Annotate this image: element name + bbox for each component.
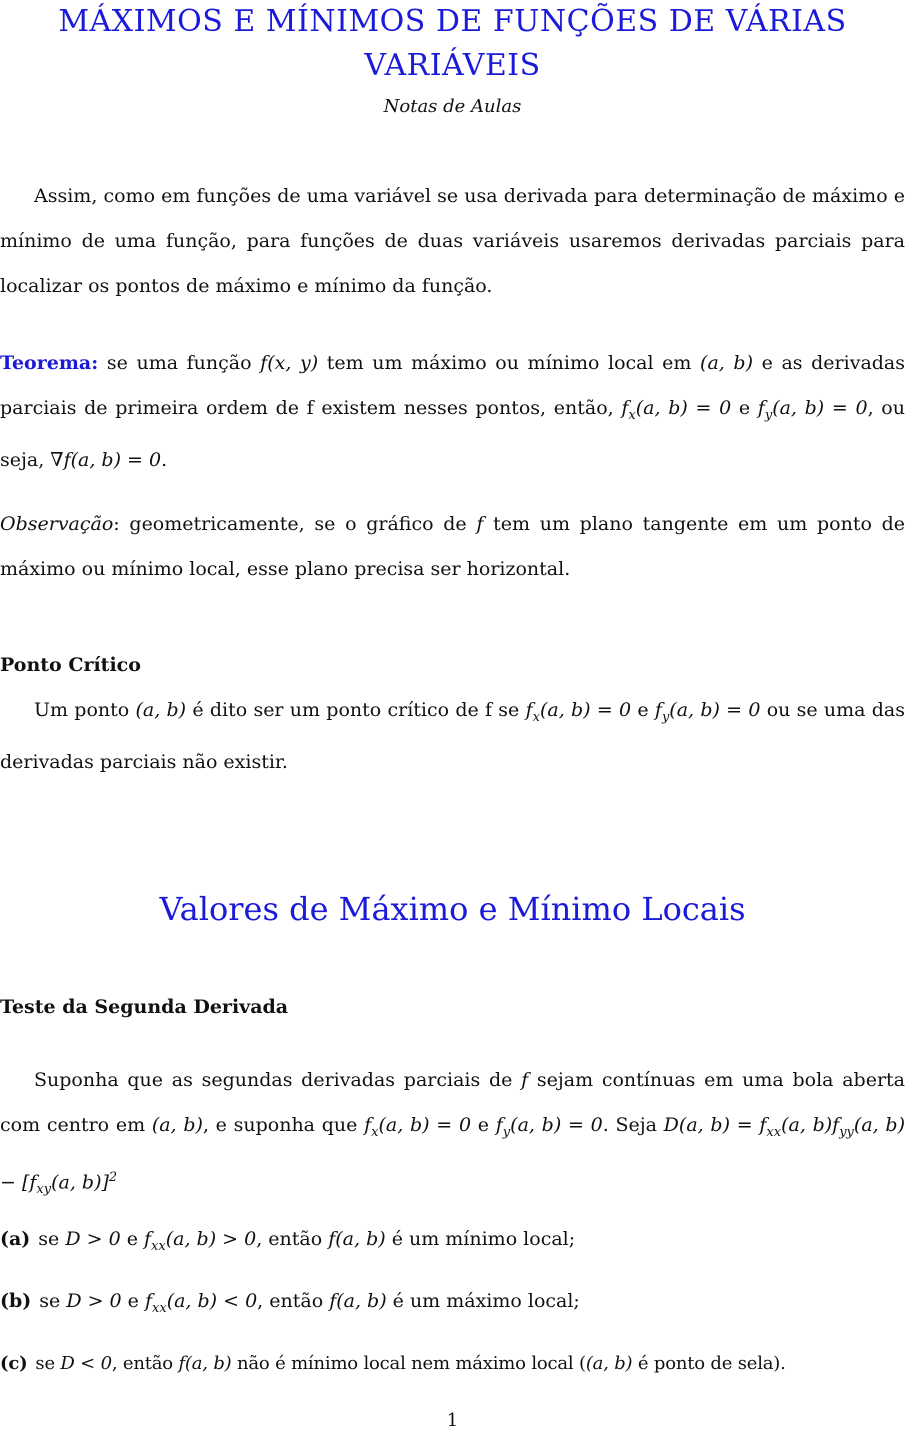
test-text: . Seja (602, 1114, 664, 1136)
item-text: , então (257, 1290, 330, 1312)
observation-label: Observação (0, 513, 114, 535)
critical-text: Um ponto (34, 699, 136, 721)
item-text: e (120, 1228, 144, 1250)
observation-text: : geometricamente, se o gráfico de (113, 513, 477, 535)
theorem-label: Teorema: (0, 352, 99, 374)
second-derivative-test-paragraph (0, 1058, 905, 1212)
math-ab: (a, b) (135, 699, 187, 721)
item-text: é ponto de sela). (632, 1353, 786, 1374)
math-f: f (260, 352, 268, 374)
item-label: (c) (0, 1353, 28, 1374)
math-f: f (364, 1114, 372, 1136)
theorem-text: e (731, 397, 758, 419)
math-sub: y (764, 407, 773, 423)
math-expr: (a, b) = 0 (635, 397, 732, 419)
math-expr: (a, b) − [ (0, 1114, 905, 1194)
math-sub: yy (839, 1124, 854, 1140)
critical-point-paragraph (0, 688, 905, 785)
theorem-paragraph (0, 341, 905, 483)
math-expr: (a, b) = 0 (772, 397, 868, 419)
item-text: e (121, 1290, 145, 1312)
math-expr: f(a, b) (329, 1290, 387, 1312)
observation-paragraph (0, 502, 905, 592)
math-f: f (476, 513, 484, 535)
math-f: f (832, 1114, 840, 1136)
math-sub: xx (152, 1300, 167, 1316)
math-f: f (144, 1228, 152, 1250)
math-f: f (759, 1114, 767, 1136)
math-sub: x (371, 1124, 379, 1140)
math-f: f (654, 699, 662, 721)
math-expr: D > 0 (66, 1290, 122, 1312)
item-label: (b) (0, 1290, 32, 1312)
page-number: 1 (446, 1410, 459, 1431)
item-text: se (39, 1290, 67, 1312)
math-gradient: ∇f(a, b) = 0 (50, 448, 162, 471)
list-item (0, 1279, 905, 1331)
math-f: f (521, 1069, 529, 1091)
math-expr: D > 0 (65, 1228, 121, 1250)
math-expr: (a, b) < 0 (166, 1290, 258, 1312)
math-expr: (a, b) (781, 1114, 833, 1136)
item-text: é um máximo local; (386, 1290, 580, 1312)
second-derivative-test-heading: Teste da Segunda Derivada (0, 996, 289, 1018)
math-sub: x (532, 709, 540, 725)
critical-point-heading: Ponto Crítico (0, 654, 141, 676)
critical-text: é dito ser um ponto crítico de f se (186, 699, 526, 721)
math-sub: xy (36, 1181, 52, 1197)
math-f: f (29, 1171, 37, 1194)
math-sub: x (628, 407, 636, 423)
intro-paragraph: Assim, como em funções de uma variável se usa derivada para determinação de máximo e mínimo de uma função, para funções de duas variáveis usaremos derivadas parciais para localizar os pontos de máximo e mínimo da função. (0, 185, 905, 297)
item-text: se (35, 1353, 61, 1374)
math-expr: D < 0 (60, 1353, 112, 1374)
observation-text: tem um plano tangente em um ponto de máximo ou mínimo local, esse plano precisa ser horizontal. (0, 513, 905, 580)
math-sub: xx (766, 1124, 782, 1140)
theorem-text: , ou seja, (0, 397, 905, 471)
math-sub: xx (151, 1238, 166, 1254)
item-text: é um mínimo local; (385, 1228, 576, 1250)
math-discriminant: D(a, b) = (663, 1114, 760, 1136)
math-f: f (144, 1290, 153, 1312)
test-text: Suponha que as segundas derivadas parciais de (34, 1069, 522, 1091)
math-f: f (621, 397, 629, 419)
math-ab: (a, b) (700, 352, 754, 374)
math-expr: f(a, b) (328, 1228, 386, 1250)
list-item (0, 1217, 905, 1269)
math-sup: 2 (108, 1169, 118, 1185)
test-text: sejam contínuas em uma bola aberta com centro em (0, 1069, 905, 1136)
math-expr: (a, b)] (51, 1171, 109, 1194)
math-xy: (x, y) (267, 352, 319, 374)
math-expr: f(a, b) (178, 1353, 232, 1374)
math-expr: (a, b) = 0 (539, 699, 632, 721)
theorem-text: se uma função (106, 352, 261, 374)
list-item (0, 1341, 905, 1386)
item-text: não é mínimo local nem máximo local ( (231, 1353, 586, 1374)
math-expr: (a, b) = 0 (669, 699, 761, 721)
math-ab: (a, b) (585, 1353, 633, 1374)
item-text: , então (256, 1228, 329, 1250)
theorem-text: . (161, 448, 168, 471)
math-sub: y (661, 709, 670, 725)
item-text: , então (111, 1353, 179, 1374)
item-label: (a) (0, 1228, 31, 1250)
math-f: f (757, 397, 765, 419)
theorem-text: e as derivadas parciais de primeira ordem de f existem nesses pontos, então, (0, 352, 905, 419)
math-f: f (495, 1114, 503, 1136)
document-subtitle: Notas de Aulas (383, 96, 522, 117)
section-title: Valores de Máximo e Mínimo Locais (159, 890, 746, 928)
critical-text: ou se uma das derivadas parciais não existir. (0, 699, 905, 773)
math-ab: (a, b) (151, 1114, 203, 1136)
math-f: f (525, 699, 533, 721)
item-text: se (38, 1228, 66, 1250)
math-expr: (a, b) > 0 (165, 1228, 257, 1250)
theorem-text: tem um máximo ou mínimo local em (318, 352, 701, 374)
math-sub: y (502, 1124, 511, 1140)
critical-text: e (631, 699, 655, 721)
test-text: , e suponha que (202, 1114, 365, 1136)
test-text: e (471, 1114, 496, 1136)
math-expr: (a, b) = 0 (510, 1114, 603, 1136)
math-expr: (a, b) = 0 (378, 1114, 472, 1136)
document-title: MÁXIMOS E MÍNIMOS DE FUNÇÕES DE VÁRIAS VARIÁVEIS (58, 4, 847, 83)
